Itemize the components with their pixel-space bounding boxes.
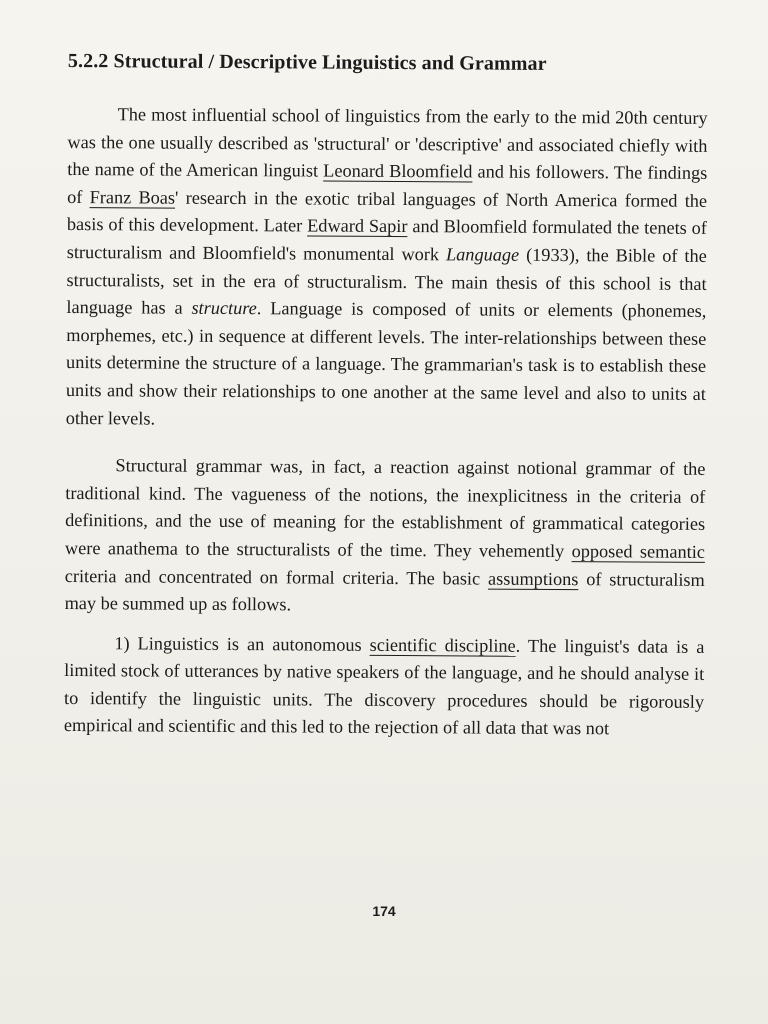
- paragraph-2: [65, 452, 706, 621]
- p3-text-a: 1) Linguistics is an autonomous: [114, 632, 370, 655]
- paragraph-1: [66, 101, 708, 436]
- p1-text-e: (1933), the Bible of the structuralists, set in the era of structuralism. The main thesis of this school is that language has a: [66, 244, 707, 318]
- p1-text-c: ' research in the exotic tribal languages of North America formed the basis of this development. Later: [66, 187, 708, 236]
- p2-underlined-assumptions: assumptions: [487, 568, 579, 589]
- p1-italic-structure: structure: [191, 297, 257, 319]
- p1-text-d: and Bloomfield formulated the tenets of structuralism and Bloomfield's monumental work: [66, 216, 707, 265]
- p1-text-a: The most influential school of linguistics from the early to the mid 20th century was the one usually described as 'structural' or 'descriptive' and associated chiefly with the name of the American linguist: [67, 104, 708, 181]
- page-number: 174: [372, 903, 396, 919]
- p2-text-c: of structuralism may be summed up as follows.: [64, 568, 705, 615]
- p2-text-b: criteria and concentrated on formal criteria. The basic: [64, 565, 489, 589]
- p2-text-a: Structural grammar was, in fact, a reaction against notional grammar of the traditional kind. The vagueness of the notions, the inexplicitness in the criteria of definitions, and the use of meaning for the establishment of grammatical categories were anathema to the structuralists of the time. They vehemently: [64, 455, 706, 561]
- section-heading: 5.2.2 Structural / Descriptive Linguistics and Grammar: [67, 50, 547, 75]
- p3-text-b: . The linguist's data is a limited stock of utterances by native speakers of the language, and he should analyse it to identify the linguistic units. The discovery procedures should be rigorously empirical and scientific and this led to the rejection of all data that was not: [63, 635, 705, 739]
- paragraph-3: [64, 630, 705, 744]
- p1-underlined-sapir: Edward Sapir: [307, 215, 408, 237]
- p3-underlined-scientific-discipline: scientific discipline: [369, 634, 516, 656]
- p1-text-f: . Language is composed of units or elements (phonemes, morphemes, etc.) in sequence at different levels. The inter-relationships between these units determine the structure of a language. The grammarian's task is to establish these units and show their relationships to one another at the same level and also to units at other levels.: [65, 298, 707, 429]
- p1-text-b: and his followers. The findings of: [67, 161, 708, 207]
- p1-italic-language: Language: [445, 244, 520, 265]
- p1-underlined-boas: Franz Boas: [89, 186, 176, 208]
- page-content: [64, 50, 708, 756]
- p1-underlined-bloomfield: Leonard Bloomfield: [323, 160, 473, 182]
- p2-underlined-opposed-semantic: opposed semantic: [571, 540, 706, 562]
